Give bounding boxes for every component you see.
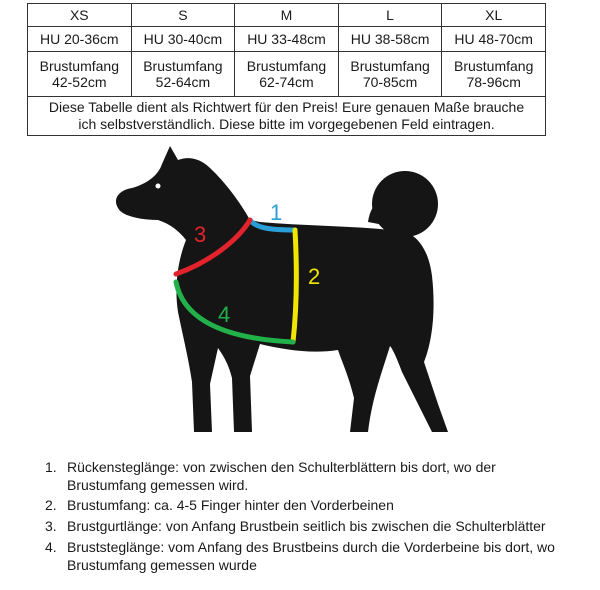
chest-value: 78-96cm — [466, 74, 521, 90]
legend-item — [45, 496, 565, 514]
size-l: L — [338, 4, 442, 27]
dog-eye — [156, 184, 161, 189]
note-row — [28, 97, 546, 136]
chest-xl — [442, 52, 546, 97]
chest-label: Brustumfang — [143, 58, 223, 74]
neck-xl: HU 48-70cm — [442, 27, 546, 52]
chest-xs — [28, 52, 132, 97]
chest-row — [28, 52, 546, 97]
chest-value: 62-74cm — [259, 74, 314, 90]
chest-label: Brustumfang — [246, 58, 327, 74]
legend-number: 4. — [45, 539, 57, 555]
dog-figure — [100, 136, 500, 446]
label-4: 4 — [218, 302, 231, 327]
neck-s: HU 30-40cm — [131, 27, 235, 52]
chest-label: Brustumfang — [454, 58, 534, 74]
neck-l: HU 38-58cm — [338, 27, 442, 52]
chest-label: Brustumfang — [350, 58, 430, 74]
chest-m — [235, 52, 339, 97]
chest-s — [131, 52, 235, 97]
dog-silhouette-icon — [116, 146, 448, 432]
size-s: S — [131, 4, 235, 27]
neck-row — [28, 27, 546, 52]
legend-number: 3. — [45, 518, 57, 534]
label-3: 3 — [194, 222, 207, 247]
legend-number: 2. — [45, 497, 57, 513]
legend-text: Brustgurtlänge: von Anfang Brustbein seitlich bis zwischen die Schulterblätter — [67, 518, 546, 534]
size-xs: XS — [28, 4, 132, 27]
size-m: M — [235, 4, 339, 27]
neck-xs: HU 20-36cm — [28, 27, 132, 52]
legend-text: Bruststeglänge: vom Anfang des Brustbeins durch die Vorderbeine bis dort, wo Brustumfang gemessen wurde — [67, 539, 555, 573]
chest-value: 70-85cm — [362, 74, 418, 90]
label-1: 1 — [270, 200, 283, 225]
size-header-row — [28, 4, 546, 27]
legend-item — [45, 458, 565, 494]
chest-value: 52-64cm — [155, 74, 211, 90]
note-line-1: Diese Tabelle dient als Richtwert für den Preis! Eure genauen Maße brauche — [48, 99, 525, 115]
legend-number: 1. — [45, 459, 57, 475]
label-2: 2 — [308, 264, 321, 289]
measurement-legend — [45, 458, 565, 577]
legend-text: Brustumfang: ca. 4-5 Finger hinter den Vorderbeinen — [67, 497, 394, 513]
table-note — [28, 97, 546, 136]
chest-label: Brustumfang — [39, 58, 119, 74]
size-xl: XL — [442, 4, 546, 27]
chest-value: 42-52cm — [52, 74, 107, 90]
chest-l — [338, 52, 442, 97]
note-line-2: ich selbstverständlich. Diese bitte im vorgegebenen Feld eintragen. — [78, 116, 495, 132]
legend-item — [45, 517, 565, 535]
legend-text: Rückensteglänge: von zwischen den Schulterblättern bis dort, wo der Brustumfang gemessen wird. — [67, 459, 496, 493]
neck-m: HU 33-48cm — [235, 27, 339, 52]
legend-item — [45, 538, 565, 574]
size-table — [27, 3, 546, 136]
